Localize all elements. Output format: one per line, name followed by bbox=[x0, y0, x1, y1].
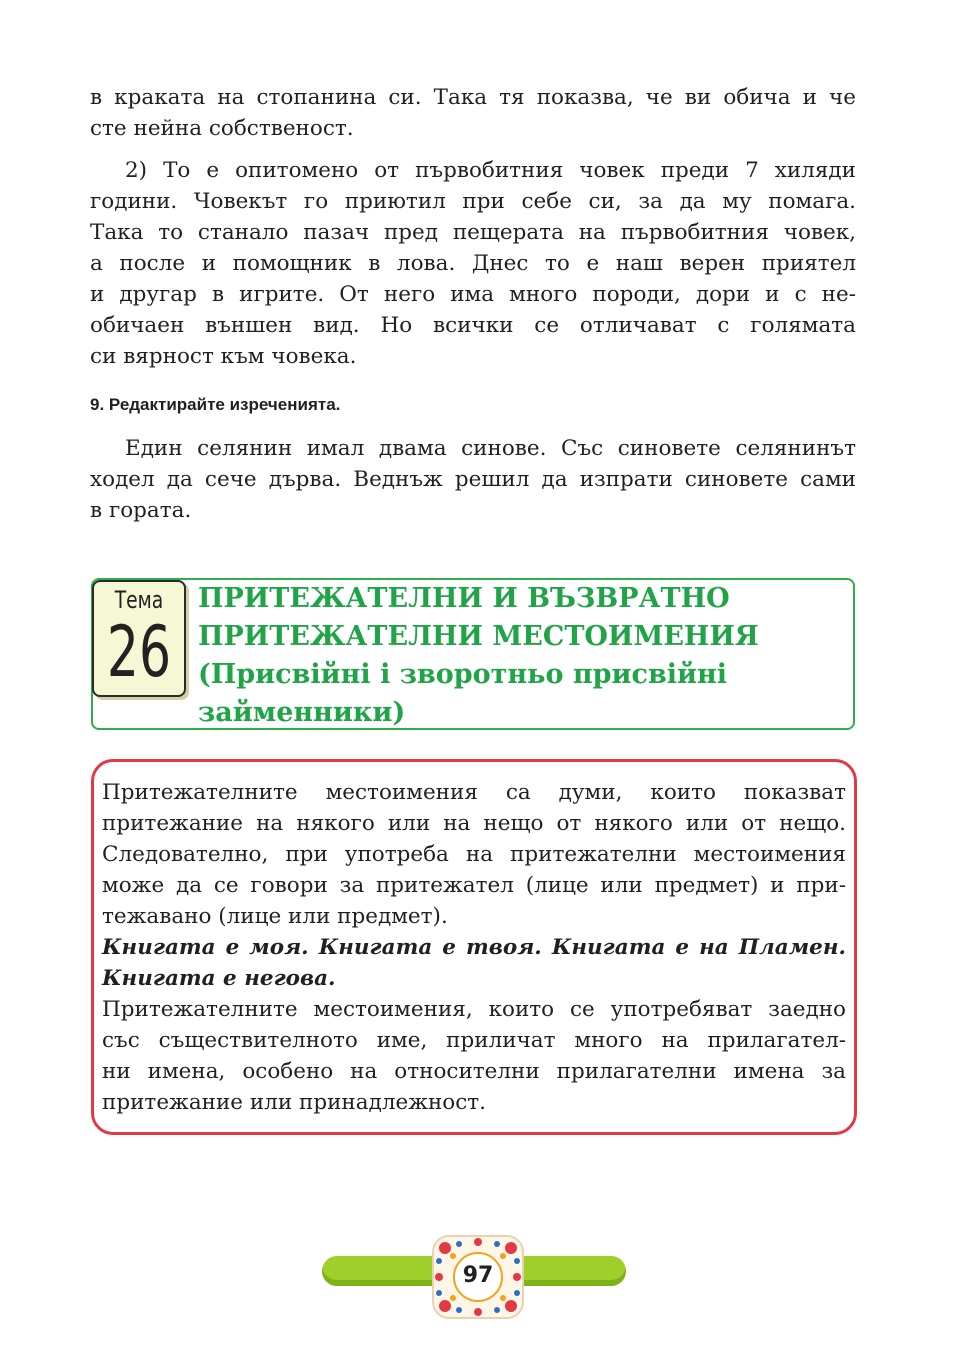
text-line: Един селянин имал двама синове. Със синовете селянинът bbox=[125, 436, 856, 461]
rule-box-text bbox=[102, 777, 846, 1118]
rule-line: може да се говори за притежател (лице или предмет) и при- bbox=[102, 873, 846, 898]
text-line: години. Човекът го приютил при себе си, за да му помага. bbox=[90, 189, 856, 214]
text-line: а после и помощник в лова. Днес то е наш верен приятел bbox=[90, 251, 856, 276]
topic-title-line: ПРИТЕЖАТЕЛНИ И ВЪЗВРАТНО bbox=[198, 583, 730, 614]
rule-line: Следователно, при употреба на притежателни местоимения bbox=[102, 842, 846, 867]
text-line: обичаен външен вид. Но всички се отличават с голямата bbox=[90, 313, 856, 338]
topic-word: Тема bbox=[114, 586, 164, 614]
example-line: Книгата е негова. bbox=[102, 966, 336, 991]
task-paragraph bbox=[90, 433, 856, 526]
topic-title bbox=[198, 580, 838, 732]
topic-title-line: займенники) bbox=[198, 697, 406, 728]
example-line: Книгата е моя. Книгата е твоя. Книгата е на Пламен. bbox=[102, 935, 846, 960]
text-line: Така то станало пазач пред пещерата на първобитния човек, bbox=[90, 220, 856, 245]
task-heading: 9. Редактирайте изреченията. bbox=[90, 395, 341, 414]
topic-title-line: (Присвійні і зворотньо присвійні bbox=[198, 659, 728, 690]
rule-line: притежание на някого или на нещо от някого или от нещо. bbox=[102, 811, 846, 836]
page-number: 97 bbox=[462, 1263, 494, 1288]
rule-line: притежание или принадлежност. bbox=[102, 1090, 487, 1115]
topic-number: 26 bbox=[106, 611, 172, 693]
text-line: 2) То е опитомено от първобитния човек преди 7 хиляди bbox=[125, 158, 856, 183]
text-line: си вярност към човека. bbox=[90, 344, 357, 369]
rule-line: Притежателните местоимения са думи, които показват bbox=[102, 780, 846, 805]
intro-paragraph bbox=[90, 82, 856, 144]
text-line: в гората. bbox=[90, 498, 192, 523]
text-line: ходел да сече дърва. Веднъж решил да изпрати синовете сами bbox=[90, 467, 856, 492]
topic-badge bbox=[92, 580, 186, 697]
rule-line: Притежателните местоимения, които се употребяват заедно bbox=[102, 997, 846, 1022]
topic-title-line: ПРИТЕЖАТЕЛНИ МЕСТОИМЕНИЯ bbox=[198, 621, 759, 652]
text-line: в краката на стопанина си. Така тя показва, че ви обича и че bbox=[90, 85, 856, 110]
rule-line: тежавано (лице или предмет). bbox=[102, 904, 448, 929]
text-line: и другар в игрите. От него има много породи, дори и с не- bbox=[90, 282, 856, 307]
rule-line: ни имена, особено на относителни прилагателни имена за bbox=[102, 1059, 846, 1084]
second-paragraph bbox=[90, 155, 856, 372]
text-line: сте нейна собственост. bbox=[90, 116, 354, 141]
rule-line: със съществителното име, приличат много на прилагател- bbox=[102, 1028, 846, 1053]
